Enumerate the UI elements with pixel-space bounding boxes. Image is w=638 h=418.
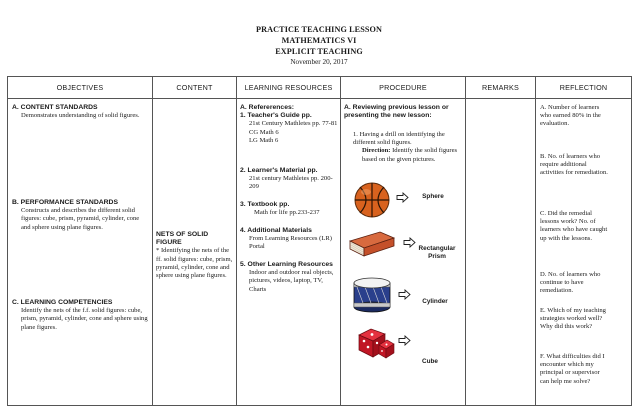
procedure-heading: A. Reviewing previous lesson or presenting the new lesson: (344, 104, 449, 120)
header-title-line1: PRACTICE TEACHING LESSON (256, 25, 382, 34)
drum-image (351, 275, 393, 313)
table-header-row (8, 77, 632, 99)
content-title: NETS OF SOLID FIGURE (156, 231, 209, 247)
performance-standards-heading: B. PERFORMANCE STANDARDS (12, 199, 118, 206)
reflection-cell (536, 99, 632, 406)
teachers-guide-heading: 1. Teacher's Guide pp. (240, 112, 312, 120)
reflection-c: C. Did the remedial lessons work? No. of learners who have caught up with the lessons. (540, 210, 608, 242)
teachers-guide-text: 21st Century Mathletes pp. 77-81 (249, 120, 338, 128)
procedure-cell (341, 99, 466, 406)
reflection-b: B. No. of learners who require additional activities for remediation. (540, 153, 608, 177)
reflection-d: D. No. of learners who continue to have remediation. (540, 271, 601, 295)
col-remarks-header: REMARKS (466, 77, 536, 99)
direction-text: Identify the solid figures based on the given pictures. (362, 147, 458, 163)
procedure-item1: 1. Having a drill on identifying the different solid figures. (353, 131, 445, 147)
col-resources-header: LEARNING RESOURCES (237, 77, 341, 99)
other-resources-heading: 5. Other Learning Resources (240, 261, 333, 268)
book-image (348, 229, 396, 259)
lesson-plan-table (7, 76, 632, 406)
additional-materials-text: From Learning Resources (LR) Portal (249, 235, 332, 251)
content-standards-text: Demonstrates understanding of solid figures. (21, 112, 140, 120)
additional-materials-heading: 4. Additional Materials (240, 227, 312, 234)
dice-image (355, 325, 395, 361)
references-heading: A. Refererences: (240, 104, 295, 111)
basketball-image (353, 181, 391, 219)
textbook-text: Math for life pp.233-237 (254, 209, 320, 217)
header-title-line2: MATHEMATICS VI (281, 36, 357, 45)
arrow-right-icon (398, 335, 411, 346)
learning-competencies-text: Identify the nets of the f.f. solid figures: cube, prism, pyramid, cylinder, cone and sphere using plane figures. (21, 307, 148, 331)
other-resources-text: Indoor and outdoor real objects, pictures, videos, laptop, TV, Charts (249, 269, 334, 293)
arrow-right-icon (398, 289, 411, 300)
col-procedure-header: PROCEDURE (341, 77, 466, 99)
reflection-a: A. Number of learners who earned 80% in the evaluation. (540, 104, 601, 128)
lg-math-text: LG Math 6 (249, 136, 279, 144)
table-body-row (8, 99, 632, 406)
header-title-line3: EXPLICIT TEACHING (275, 47, 363, 56)
objectives-cell (8, 99, 153, 406)
reflection-f: F. What difficulties did I encounter which my principal or supervisor can help me solve? (540, 353, 605, 385)
resources-cell (237, 99, 341, 406)
col-objectives-header: OBJECTIVES (8, 77, 153, 99)
learners-material-heading: 2. Learner's Material pp. (240, 167, 318, 174)
reflection-e: E. Which of my teaching strategies worked well? Why did this work? (540, 307, 606, 331)
shape-label-cube: Cube (422, 358, 438, 365)
header-date: November 20, 2017 (290, 58, 348, 66)
col-content-header: CONTENT (153, 77, 237, 99)
shape-label-cylinder: Cylinder (422, 298, 448, 305)
document-header (0, 24, 638, 68)
cg-math-text: CG Math 6 (249, 128, 279, 136)
arrow-right-icon (396, 192, 409, 203)
content-cell (153, 99, 237, 406)
learners-material-text: 21st century Mathletes pp. 200-209 (249, 175, 333, 191)
procedure-direction (353, 147, 461, 163)
content-standards-heading: A. CONTENT STANDARDS (12, 104, 98, 111)
remarks-cell (466, 99, 536, 406)
performance-standards-text: Constructs and describes the different solid figures: cube, prism, pyramid, cylinder, cone and sphere using plane figures. (21, 207, 140, 231)
col-reflection-header: REFLECTION (536, 77, 632, 99)
shape-label-sphere: Sphere (422, 193, 444, 200)
direction-label: Direction: (362, 147, 391, 155)
content-text: * Identifying the nets of the ff. solid figures: cube, prism, pyramid, cylinder, cone and sphere using plane figures. (156, 247, 233, 280)
textbook-heading: 3. Textbook pp. (240, 201, 290, 208)
shape-label-rectangular-prism: Rectangular Prism (418, 245, 456, 260)
learning-competencies-heading: C. LEARNING COMPETENCIES (12, 299, 113, 306)
